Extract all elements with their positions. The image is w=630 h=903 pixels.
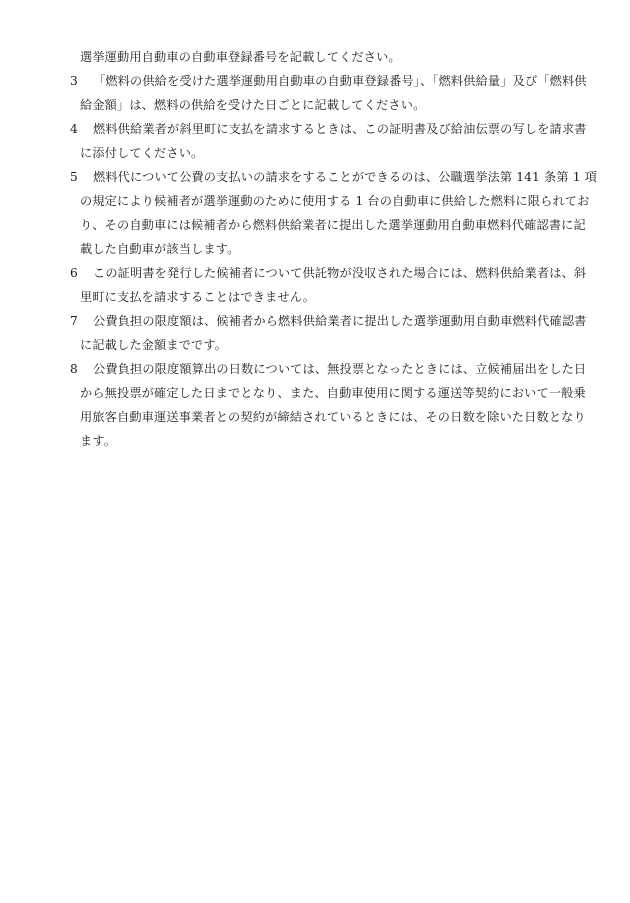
item-text-line: 公費負担の限度額は、候補者から燃料供給業者に提出した選挙運動用自動車燃料代確認書	[93, 314, 587, 328]
item-text-line: の規定により候補者が選挙運動のために使用する 1 台の自動車に供給した燃料に限られてお	[80, 194, 590, 208]
item-text-line: 載した自動車が該当します。	[80, 242, 240, 256]
item-text-line: ます。	[80, 434, 117, 448]
item-text-line: この証明書を発行した候補者について供託物が没収された場合には、燃料供給業者は、斜	[93, 266, 587, 280]
item-text-line: 里町に支払を請求することはできません。	[80, 290, 316, 304]
item-text-line: に添付してください。	[80, 146, 204, 160]
item-number: 4	[70, 122, 78, 136]
item-text-line: 選挙運動用自動車の自動車登録番号を記載してください。	[80, 50, 401, 64]
item-number: 6	[70, 266, 78, 280]
item-text-line: から無投票が確定した日までとなり、また、自動車使用に関する運送等契約において一般乗	[80, 386, 586, 400]
item-text-line: 公費負担の限度額算出の日数については、無投票となったときには、立候補届出をした日	[93, 362, 587, 376]
item-text-line: 給金額」は、燃料の供給を受けた日ごとに記載してください。	[80, 98, 426, 112]
item-number: 8	[70, 362, 78, 376]
item-number: 3	[70, 74, 78, 88]
item-text-line: り、その自動車には候補者から燃料供給業者に提出した選挙運動用自動車燃料代確認書に記	[80, 218, 586, 232]
item-number: 7	[70, 314, 78, 328]
item-text-line: 「燃料の供給を受けた選挙運動用自動車の自動車登録番号」、「燃料供給量」及び「燃料供	[93, 74, 587, 88]
item-text-line: 燃料代について公費の支払いの請求をすることができるのは、公職選挙法第 141 条第 1 項	[93, 170, 597, 184]
item-text-line: に記載した金額までです。	[80, 338, 228, 352]
item-number: 5	[70, 170, 78, 184]
item-text-line: 燃料供給業者が斜里町に支払を請求するときは、この証明書及び給油伝票の写しを請求書	[93, 122, 587, 136]
item-text-line: 用旅客自動車運送事業者との契約が締結されているときには、その日数を除いた日数となり	[80, 410, 586, 424]
